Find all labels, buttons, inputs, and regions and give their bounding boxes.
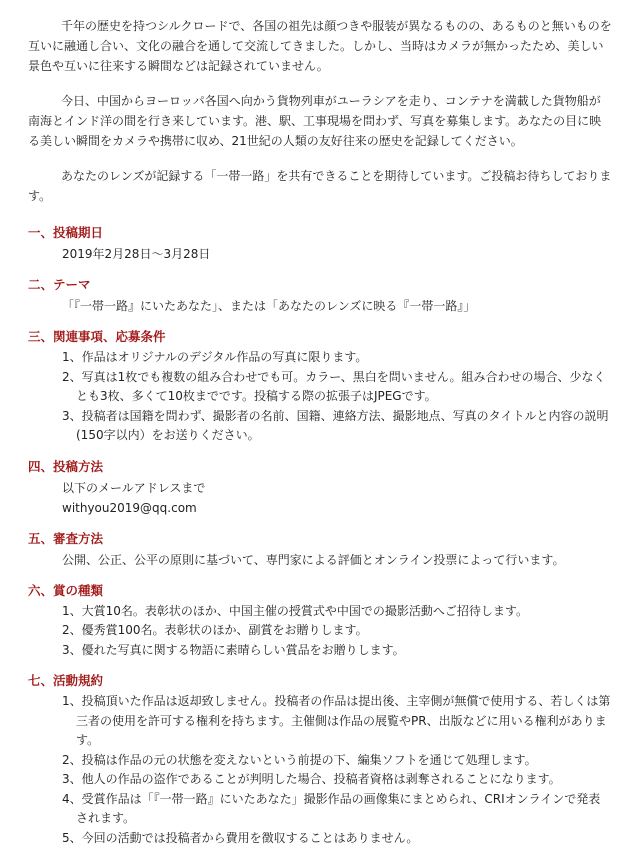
section-heading: 四、投稿方法 (28, 458, 104, 474)
list-item: 4、受賞作品は「『一帯一路』にいたあなた」撮影作品の画像集にまとめられ、CRIオンラインで発表されます。 (62, 791, 601, 825)
intro-paragraph: 千年の歴史を持つシルクロードで、各国の祖先は顔つきや服装が異なるものの、あるものと無いものを互いに融通し合い、文化の融合を通して交流してきました。しかし、当時はカメラが無かったため、美しい景色や互いに往来する瞬間などは記録されていません。 (28, 19, 612, 73)
list-item: 2、写真は1枚でも複数の組み合わせでも可。カラー、黒白を問いません。組み合わせの場合、少なくとも3枚、多くて10枚までです。投稿する際の拡張子はJPEGです。 (62, 369, 606, 403)
list-item: 3、優れた写真に関する物語に素晴らしい賞品をお贈りします。 (62, 642, 405, 657)
section-body (28, 550, 612, 570)
section-heading: 三、関連事項、応募条件 (28, 329, 166, 344)
intro-paragraph: あなたのレンズが記録する「一帯一路」を共有できることを期待しています。ご投稿お待ちしております。 (28, 169, 612, 203)
rules-list (62, 692, 612, 848)
section-method (28, 458, 612, 518)
review-text: 公開、公正、公平の原則に基づいて、専門家による評価とオンライン投票によって行います。 (62, 552, 565, 567)
section-body (28, 296, 612, 316)
section-body (28, 602, 612, 661)
section-review (28, 530, 612, 570)
section-heading: 七、活動規約 (28, 673, 104, 688)
email-address[interactable]: withyou2019@qq.com (62, 500, 197, 515)
section-heading: 一、投稿期日 (28, 225, 104, 240)
section-period (28, 224, 612, 264)
section-conditions (28, 328, 612, 446)
list-item: 2、投稿は作品の元の状態を変えないという前提の下、編集ソフトを通じて処理します。 (62, 752, 537, 767)
list-item: 3、他人の作品の盗作であることが判明した場合、投稿者資格は剥奪されることになります。 (62, 772, 561, 786)
conditions-list (62, 348, 612, 446)
list-item: 1、大賞10名。表彰状のほか、中国主催の授賞式や中国での撮影活動へご招待します。 (62, 603, 528, 618)
list-item: 3、投稿者は国籍を問わず、撮影者の名前、国籍、連絡方法、撮影地点、写真のタイトルと内容の説明(150字以内）をお送りください。 (62, 408, 609, 442)
section-heading: 五、審査方法 (28, 530, 104, 546)
section-heading: 二、テーマ (28, 277, 91, 292)
section-body (28, 348, 612, 446)
section-awards (28, 582, 612, 661)
section-body (28, 692, 612, 848)
list-item: 1、投稿頂いた作品は返却致しません。投稿者の作品は提出後、主宰側が無償で使用する、若しくは第三者の使用を許可する権利を持ちます。主催側は作品の展覧やPR、出版などに用いる権利があります。 (62, 694, 611, 747)
method-text: 以下のメールアドレスまで (62, 480, 206, 495)
awards-list (62, 602, 612, 661)
period-dates: 2019年2月28日～3月28日 (62, 247, 211, 261)
section-heading: 六、賞の種類 (28, 582, 104, 598)
section-body (28, 478, 612, 518)
section-theme (28, 276, 612, 316)
list-item: 1、作品はオリジナルのデジタル作品の写真に限ります。 (62, 350, 368, 364)
section-body (28, 244, 612, 264)
list-item: 5、今回の活動では投稿者から費用を徴収することはありません。 (62, 830, 419, 845)
section-rules (28, 672, 612, 848)
list-item: 2、優秀賞100名。表彰状のほか、副賞をお贈りします。 (62, 623, 368, 637)
intro (28, 16, 612, 206)
theme-text: 「『一帯一路』にいたあなた」、または「あなたのレンズに映る『一帯一路』」 (62, 299, 476, 313)
intro-paragraph: 今日、中国からヨーロッパ各国へ向かう貨物列車がユーラシアを走り、コンテナを満載した貨物船が南海とインド洋の間を行き来しています。港、駅、工事現場を問わず、写真を募集します。あなたの目に映る美しい瞬間をカメラや携帯に収め、21世紀の人類の友好往来の歴史を記録してください。 (28, 94, 602, 148)
